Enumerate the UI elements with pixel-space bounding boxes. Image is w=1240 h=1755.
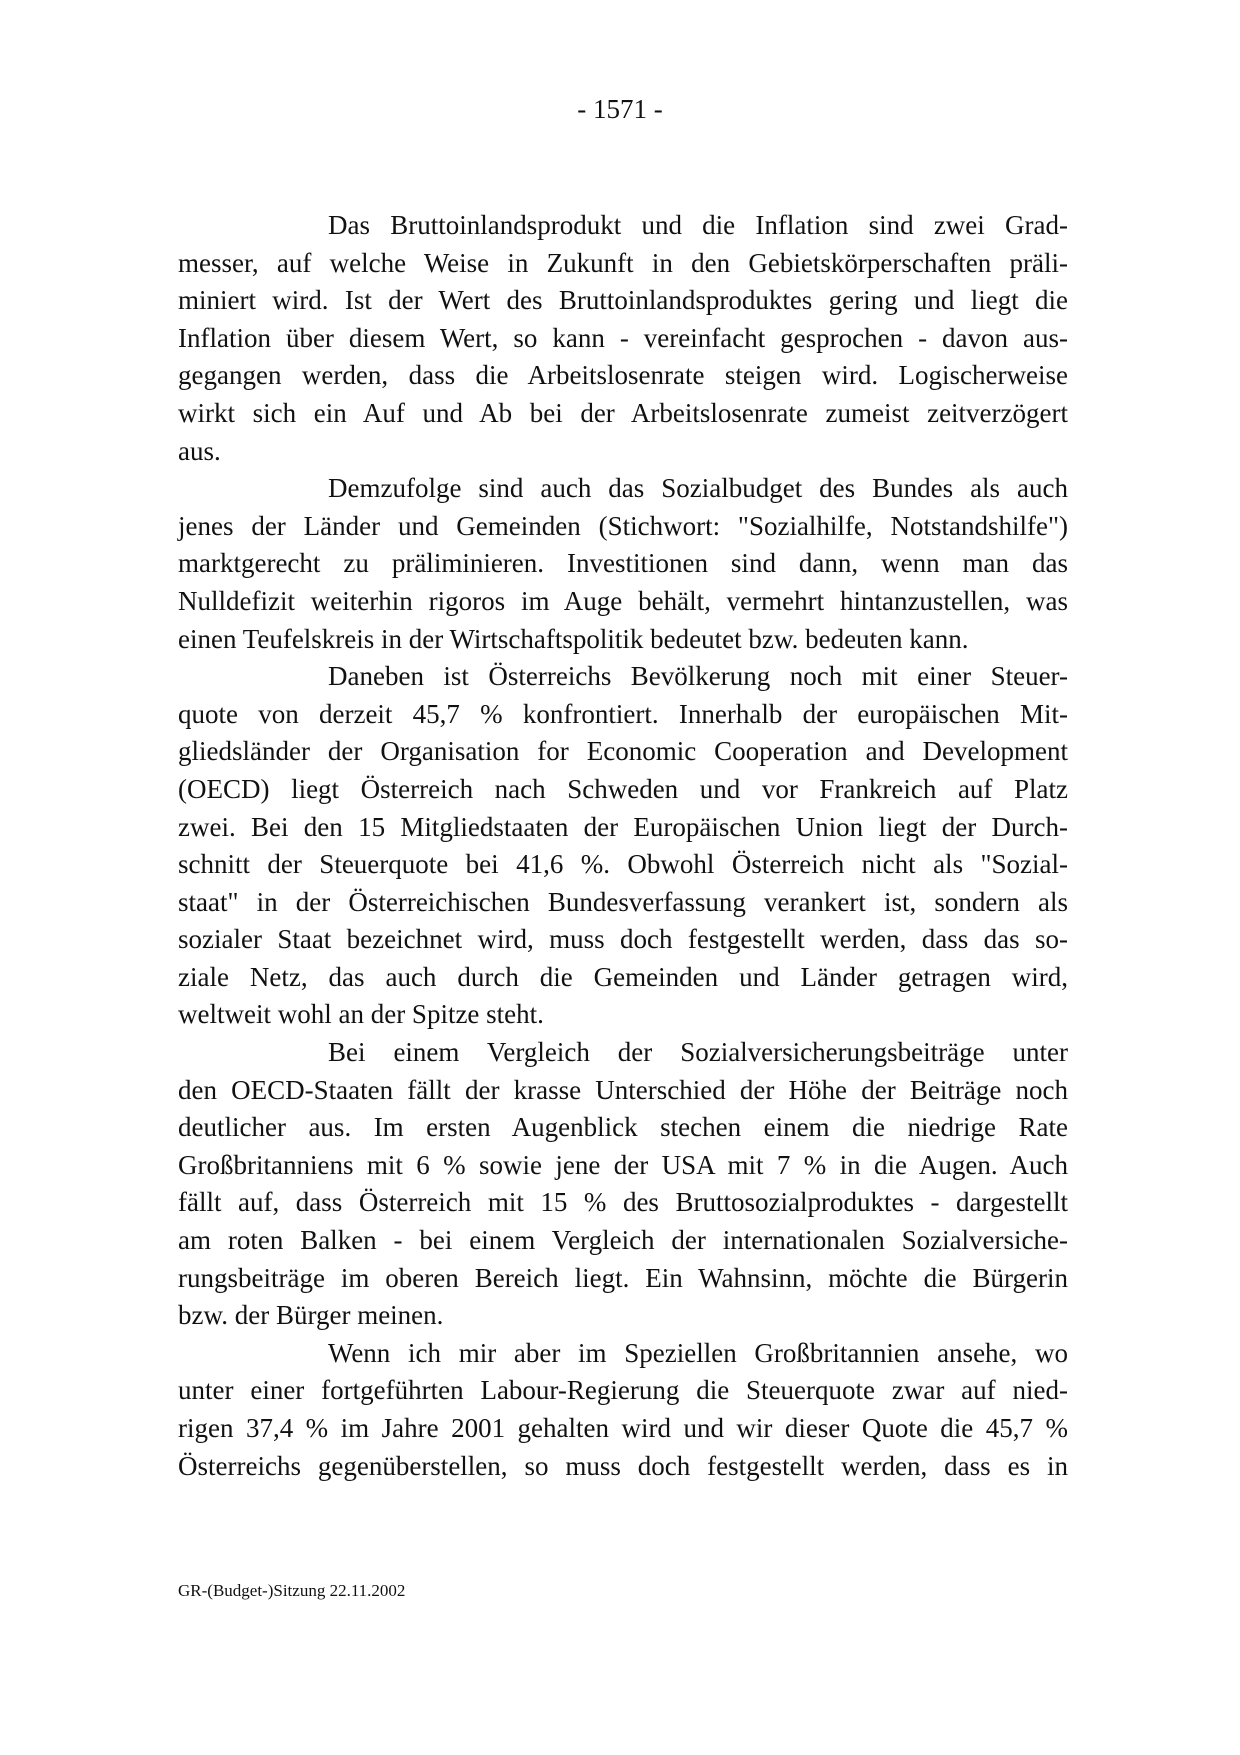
paragraph-social-insurance	[178, 1034, 1068, 1335]
text-line: staat" in der Österreichischen Bundesverfassung verankert ist, sondern als	[178, 886, 1068, 917]
text-line: messer, auf welche Weise in Zukunft in den Gebietskörperschaften präli-	[178, 247, 1068, 278]
text-line: ziale Netz, das auch durch die Gemeinden und Länder getragen wird,	[178, 961, 1068, 992]
text-line: Demzufolge sind auch das Sozialbudget des Bundes als auch	[328, 473, 1068, 504]
text-line: den OECD-Staaten fällt der krasse Unterschied der Höhe der Beiträge noch	[178, 1074, 1068, 1105]
text-line: quote von derzeit 45,7 % konfrontiert. Innerhalb der europäischen Mit-	[178, 698, 1068, 729]
text-line: Inflation über diesem Wert, so kann - vereinfacht gesprochen - davon aus-	[178, 322, 1068, 353]
paragraph-gdp-inflation	[178, 207, 1068, 470]
text-line: bzw. der Bürger meinen.	[178, 1300, 444, 1331]
text-line: gliedsländer der Organisation for Economic Cooperation and Development	[178, 736, 1068, 767]
page-number: - 1571 -	[577, 94, 663, 124]
text-line: am roten Balken - bei einem Vergleich der internationalen Sozialversiche-	[178, 1225, 1068, 1256]
text-line: Großbritanniens mit 6 % sowie jene der USA mit 7 % in die Augen. Auch	[178, 1149, 1068, 1180]
paragraph-tax-rate	[178, 658, 1068, 1034]
text-line: Österreichs gegenüberstellen, so muss doch festgestellt werden, dass es in	[178, 1450, 1068, 1481]
page-footer: GR-(Budget-)Sitzung 22.11.2002	[178, 1581, 406, 1600]
text-line: unter einer fortgeführten Labour-Regierung die Steuerquote zwar auf nied-	[178, 1375, 1068, 1406]
text-line: einen Teufelskreis in der Wirtschaftspolitik bedeutet bzw. bedeuten kann.	[178, 623, 969, 654]
body-text	[178, 207, 1068, 1485]
text-line: Wenn ich mir aber im Speziellen Großbritannien ansehe, wo	[328, 1337, 1068, 1368]
text-line: fällt auf, dass Österreich mit 15 % des Bruttosozialproduktes - dargestellt	[178, 1187, 1068, 1218]
text-line: gegangen werden, dass die Arbeitslosenrate steigen wird. Logischerweise	[178, 360, 1068, 391]
text-line: jenes der Länder und Gemeinden (Stichwort: "Sozialhilfe, Notstandshilfe")	[178, 510, 1068, 541]
text-line: Daneben ist Österreichs Bevölkerung noch mit einer Steuer-	[328, 661, 1068, 692]
text-line: weltweit wohl an der Spitze steht.	[178, 999, 544, 1030]
text-line: wirkt sich ein Auf und Ab bei der Arbeitslosenrate zumeist zeitverzögert	[178, 397, 1068, 428]
text-line: Das Bruttoinlandsprodukt und die Inflation sind zwei Grad-	[328, 210, 1068, 240]
text-line: deutlicher aus. Im ersten Augenblick stechen einem die niedrige Rate	[178, 1112, 1068, 1143]
text-line: Nulldefizit weiterhin rigoros im Auge behält, vermehrt hintanzustellen, was	[178, 585, 1068, 616]
text-line: schnitt der Steuerquote bei 41,6 %. Obwohl Österreich nicht als "Sozial-	[178, 849, 1068, 880]
text-line: (OECD) liegt Österreich nach Schweden und vor Frankreich auf Platz	[178, 773, 1068, 804]
text-line: zwei. Bei den 15 Mitgliedstaaten der Europäischen Union liegt der Durch-	[178, 811, 1068, 842]
text-line: rigen 37,4 % im Jahre 2001 gehalten wird und wir dieser Quote die 45,7 %	[178, 1413, 1068, 1443]
text-line: aus.	[178, 435, 221, 466]
text-line: miniert wird. Ist der Wert des Bruttoinlandsproduktes gering und liegt die	[178, 285, 1068, 316]
paragraph-great-britain	[178, 1335, 1068, 1485]
text-line: rungsbeiträge im oberen Bereich liegt. Ein Wahnsinn, möchte die Bürgerin	[178, 1262, 1068, 1293]
text-line: sozialer Staat bezeichnet wird, muss doch festgestellt werden, dass das so-	[178, 924, 1068, 955]
paragraph-social-budget	[178, 470, 1068, 658]
text-line: Bei einem Vergleich der Sozialversicherungsbeiträge unter	[328, 1037, 1068, 1068]
text-line: marktgerecht zu präliminieren. Investitionen sind dann, wenn man das	[178, 548, 1068, 579]
